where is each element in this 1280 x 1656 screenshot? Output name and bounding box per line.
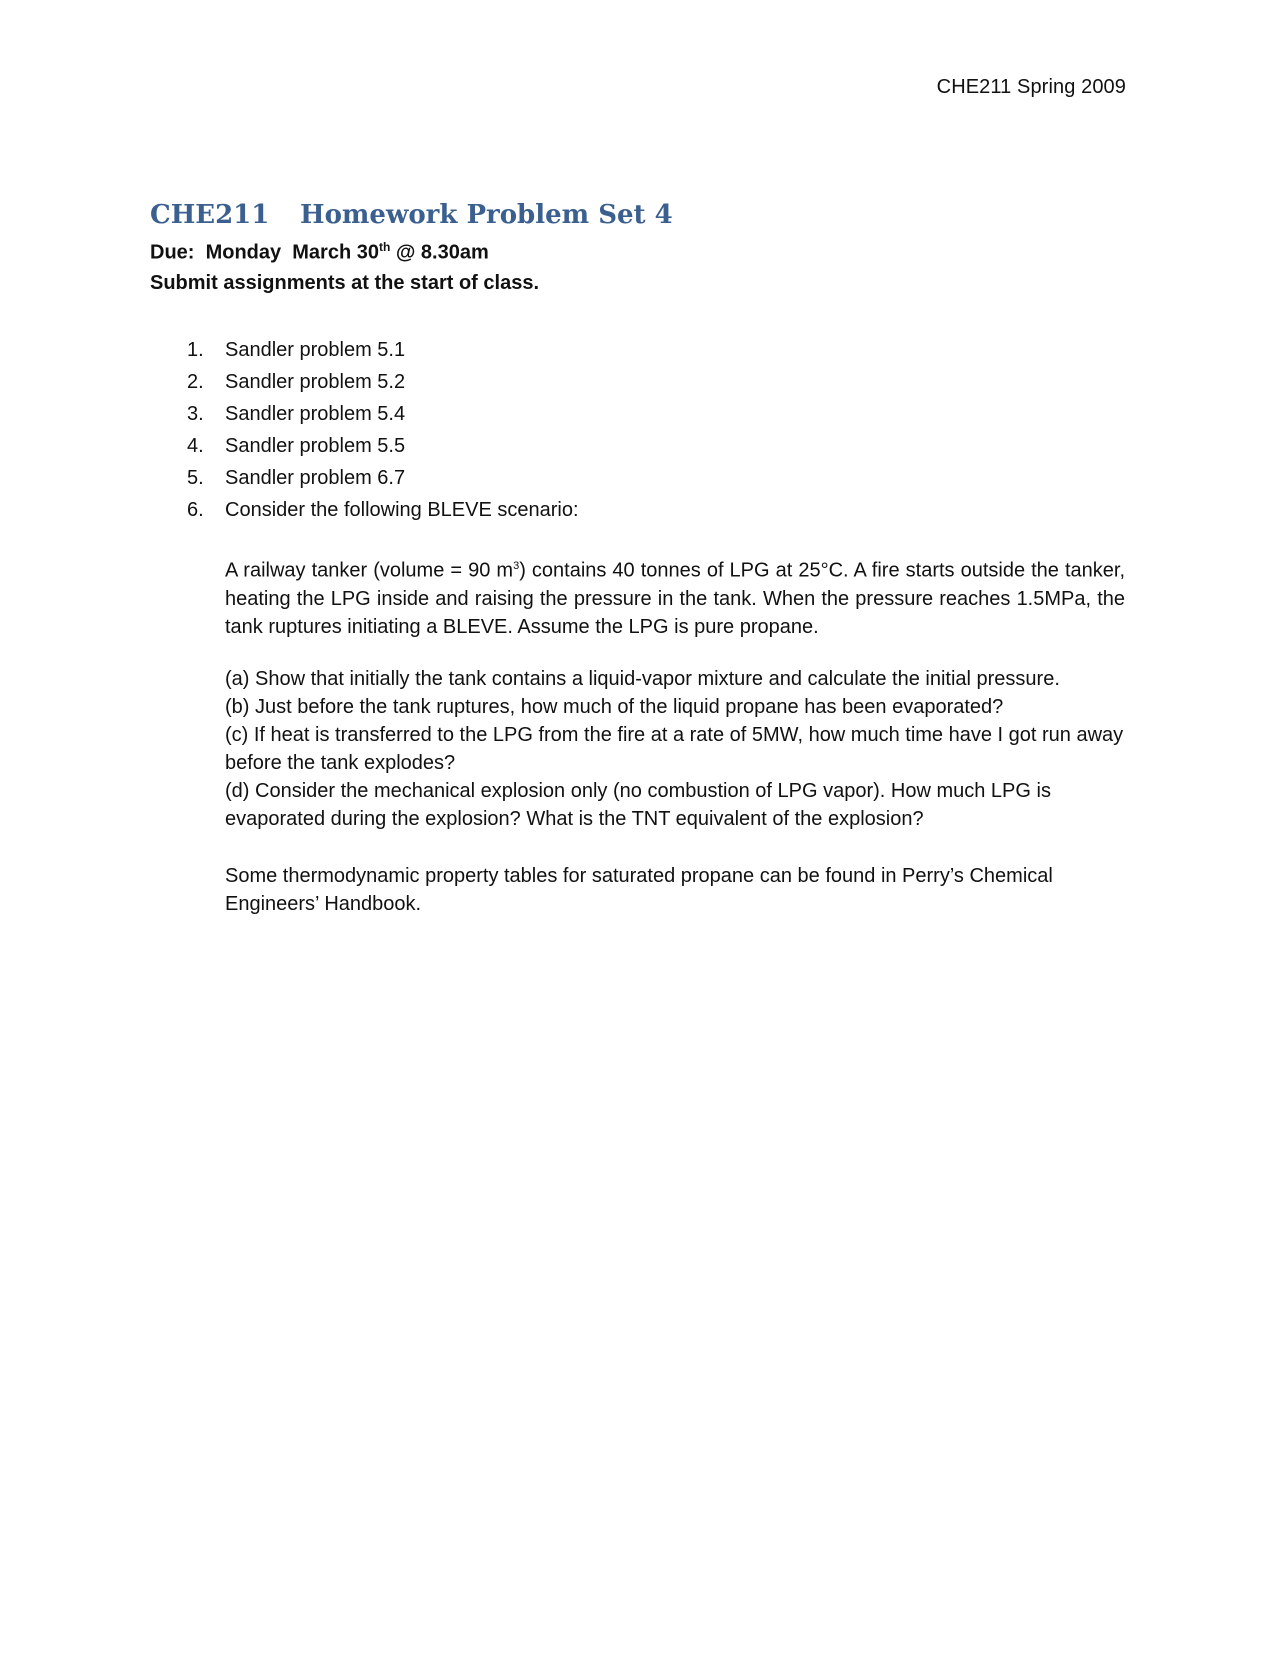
problem-list (187, 334, 579, 526)
title-course-code: CHE211 (150, 200, 270, 230)
problem-item (187, 494, 579, 526)
scenario-text-part1: A railway tanker (volume = 90 m (225, 559, 514, 582)
question-c: (c) If heat is transferred to the LPG from the fire at a rate of 5MW, how much time have I got run away before the tank explodes? (225, 724, 1124, 774)
problem-number: 4. (187, 435, 204, 457)
problem-item (187, 462, 579, 494)
question-d: (d) Consider the mechanical explosion only (no combustion of LPG vapor). How much LPG is evaporated during the explosion? What is the TNT equivalent of the explosion? (225, 780, 1051, 830)
problem-text: Sandler problem 5.4 (225, 403, 406, 425)
due-day: Monday (205, 241, 282, 264)
problem-item (187, 366, 579, 398)
submit-note: Submit assignments at the start of class. (150, 272, 539, 294)
problem-item (187, 430, 579, 462)
problem-text: Consider the following BLEVE scenario: (225, 499, 579, 521)
header-course-term: CHE211 Spring 2009 (936, 76, 1126, 98)
scenario-exponent: 3 (513, 560, 520, 572)
due-ordinal-suffix: th (378, 240, 391, 254)
title-heading: Homework Problem Set 4 (300, 200, 673, 230)
problem-text: Sandler problem 6.7 (225, 467, 406, 489)
problem-number: 6. (187, 499, 204, 521)
problem-text: Sandler problem 5.1 (225, 339, 406, 361)
bleve-scenario-paragraph (225, 552, 1125, 641)
due-month-date: March 30 (292, 241, 379, 264)
problem-item (187, 334, 579, 366)
page-title (150, 200, 673, 230)
problem-number: 3. (187, 403, 204, 425)
question-b: (b) Just before the tank ruptures, how much of the liquid propane has been evaporated? (225, 696, 1004, 718)
problem-number: 1. (187, 339, 204, 361)
problem-text: Sandler problem 5.2 (225, 371, 406, 393)
question-a: (a) Show that initially the tank contains a liquid-vapor mixture and calculate the initial pressure. (225, 668, 1060, 690)
reference-note: Some thermodynamic property tables for saturated propane can be found in Perry’s Chemical Engineers’ Handbook. (225, 865, 1053, 915)
problem-number: 2. (187, 371, 204, 393)
scenario-text-part2: ) contains 40 tonnes of LPG at 25°C. A fire starts outside the tanker, heating the LPG inside and raising the pressure in the tank. When the pressure reaches 1.5MPa, the tank ruptures initiating a BLEVE. Assume the LPG is pure propane. (225, 559, 1126, 638)
problem-text: Sandler problem 5.5 (225, 435, 406, 457)
problem-item (187, 398, 579, 430)
due-time: @ 8.30am (395, 241, 489, 264)
due-label: Due: (150, 241, 195, 264)
problem-number: 5. (187, 467, 204, 489)
scenario-questions (225, 665, 1125, 833)
due-date-line (150, 240, 489, 265)
